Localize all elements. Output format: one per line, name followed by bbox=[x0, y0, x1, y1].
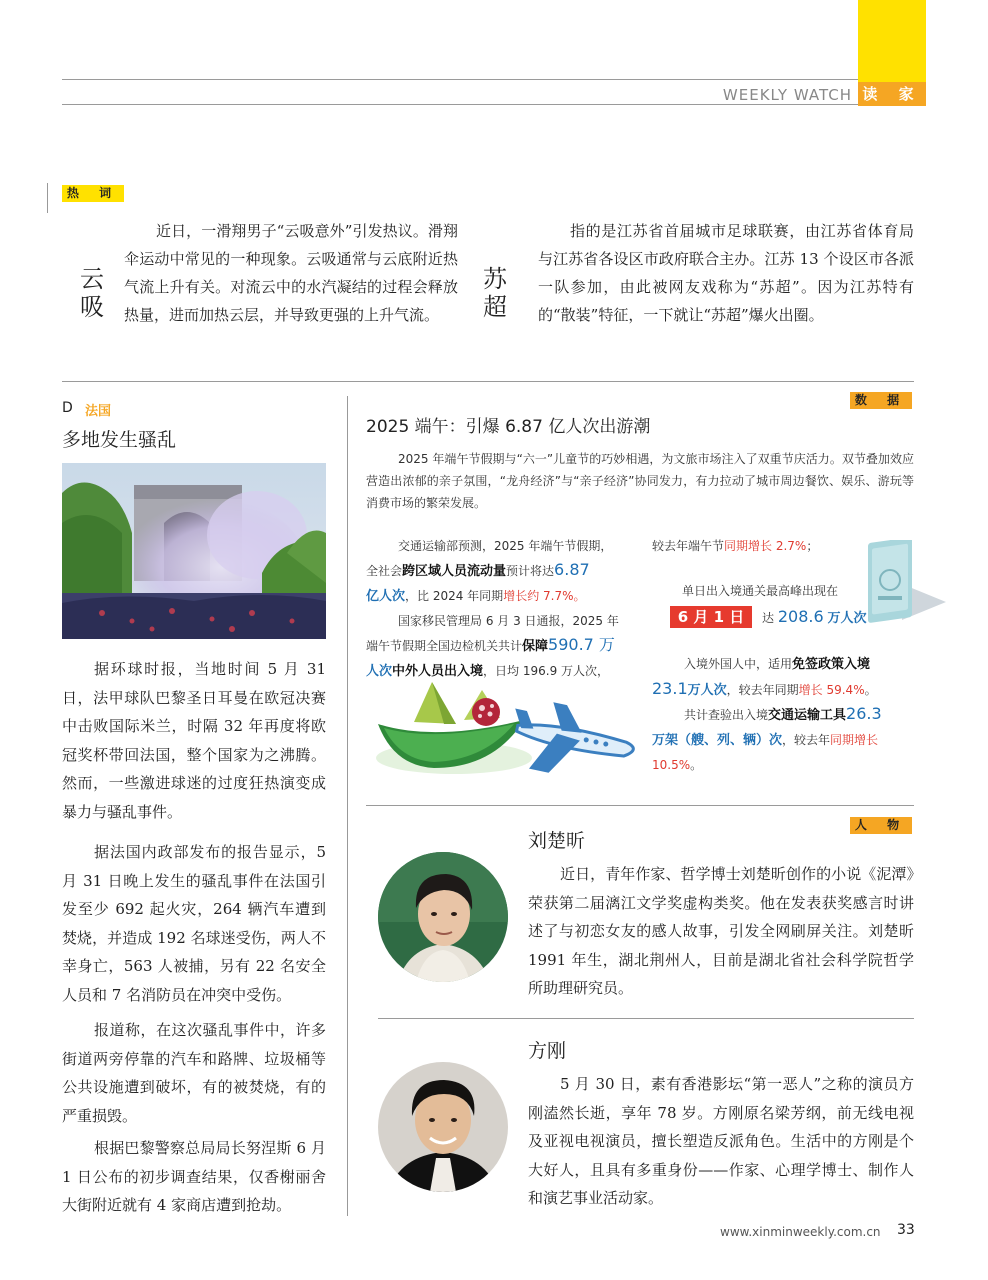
cross-region-pre: 全社会 bbox=[366, 564, 403, 578]
vehicles-number: 26.3 bbox=[846, 704, 882, 723]
vehicles-pre: 共计查验出入境 bbox=[684, 708, 769, 722]
visa-free-block bbox=[652, 652, 914, 703]
cross-region-mid: 预计将达 bbox=[506, 564, 555, 578]
footer-url[interactable]: www.xinminweekly.com.cn bbox=[720, 1225, 881, 1239]
page-number: 33 bbox=[897, 1222, 915, 1238]
visa-free-bold: 免签政策入境 bbox=[792, 657, 871, 672]
vehicles-block bbox=[652, 702, 914, 777]
header-rule-bottom bbox=[62, 104, 858, 105]
weekly-watch-label: WEEKLY WATCH bbox=[722, 86, 852, 104]
data-left-line4: 国家移民管理局 6 月 3 日通报，2025 年 bbox=[398, 614, 619, 628]
border-check-subject: 中外人员出入境 bbox=[392, 664, 484, 679]
column-divider bbox=[347, 396, 348, 1216]
passport-icon bbox=[862, 540, 946, 630]
people-tag: 人 物 bbox=[850, 817, 912, 834]
cross-region-compare: ，比 2024 年同期 bbox=[405, 589, 504, 603]
cross-region-number: 6.87 bbox=[554, 560, 590, 579]
france-paragraph-3: 报道称，在这次骚乱事件中，许多街道两旁停靠的汽车和路牌、垃圾桶等公共设施遭到破坏，有的被焚烧，有的严重损毁。 bbox=[62, 1021, 326, 1125]
border-yoy-end: ； bbox=[806, 539, 819, 553]
avatar-fang-gang bbox=[378, 1062, 508, 1192]
person-name-fang: 方刚 bbox=[528, 1040, 567, 1062]
header-yellow-bar bbox=[858, 0, 926, 82]
border-check-number: 590.7 万 bbox=[548, 635, 615, 654]
person-text-liu: 近日，青年作家、哲学博士刘楚昕创作的小说《泥潭》荣获第二届漓江文学奖虚构类奖。他在发表获奖感言时讲述了与初恋女友的感人故事，引发全网刷屏关注。刘楚昕 1991 年生，湖北荆州人，目前是湖北省社会科学院哲学所助理研究员。 bbox=[528, 865, 914, 997]
cross-region-growth: 增长约 7.7%。 bbox=[503, 589, 586, 603]
border-check-pre: 端午节假期全国边检机关共计 bbox=[366, 639, 523, 653]
zongzi-plane-illustration bbox=[374, 672, 650, 788]
vehicles-end: 。 bbox=[690, 758, 703, 772]
peak-date-badge: 6 月 1 日 bbox=[670, 606, 752, 628]
border-yoy-growth: 同期增长 2.7% bbox=[724, 539, 807, 553]
france-title: 多地发生骚乱 bbox=[62, 429, 177, 451]
france-photo bbox=[62, 463, 326, 639]
hotwords-divider bbox=[62, 381, 914, 382]
vehicles-growth-label: 同期增长 bbox=[830, 733, 879, 747]
visa-free-growth: 增长 59.4% bbox=[798, 683, 865, 697]
data-left-line1: 交通运输部预测，2025 年端午节假期， bbox=[398, 539, 613, 553]
section-badge: 读 家 bbox=[858, 82, 926, 106]
hotwords-tag: 热 词 bbox=[62, 185, 124, 202]
data-intro: 2025 年端午节假期与“六一”儿童节的巧妙相遇，为文旅市场注入了双重节庆活力。双节叠加效应营造出浓郁的亲子氛围，“龙舟经济”与“亲子经济”协同发力，有力拉动了城市周边餐饮、娱乐、游玩等消费市场的繁荣发展。 bbox=[366, 452, 914, 510]
vehicles-growth-value: 10.5% bbox=[652, 758, 691, 772]
arc-de-triomphe-photo bbox=[62, 463, 326, 639]
border-check-daily: ，日均 196.9 万人次， bbox=[483, 664, 610, 678]
hotword-left-rule bbox=[47, 183, 48, 213]
data-tag: 数 据 bbox=[850, 392, 912, 409]
border-yoy-pre: 较去年端午节 bbox=[652, 539, 725, 553]
hotword-term-yunxi: 云吸 bbox=[80, 265, 104, 321]
data-divider bbox=[366, 805, 914, 806]
cross-region-unit: 亿人次 bbox=[366, 589, 406, 604]
visa-free-line1 bbox=[652, 652, 914, 677]
vehicles-bold: 交通运输工具 bbox=[768, 708, 847, 723]
visa-free-number: 23.1 bbox=[652, 679, 688, 698]
visa-free-end: 。 bbox=[864, 683, 877, 697]
data-left-block bbox=[366, 534, 646, 684]
section-letter: D bbox=[62, 400, 73, 416]
visa-free-pre: 入境外国人中，适用 bbox=[684, 657, 793, 671]
france-paragraph-2: 据法国内政部发布的报告显示，5 月 31 日晚上发生的骚乱事件在法国引发至少 692 起火灾，264 辆汽车遭到焚烧，并造成 192 名球迷受伤，两人不幸身亡，563 人被捕，另有 22 名安全人员和 7 名消防员在冲突中受伤。 bbox=[62, 843, 326, 1004]
border-check-unit: 人次 bbox=[366, 664, 393, 679]
cross-region-bold: 跨区域人员流动量 bbox=[402, 564, 507, 579]
france-country-label: 法国 bbox=[85, 404, 112, 419]
vehicles-line2 bbox=[652, 728, 914, 753]
vehicles-line3 bbox=[652, 753, 914, 777]
data-right-line1 bbox=[652, 534, 818, 558]
peak-value-line bbox=[762, 606, 867, 630]
hotword-term-suchao: 苏超 bbox=[483, 265, 507, 321]
data-left-line3 bbox=[366, 584, 646, 609]
people-divider bbox=[378, 1018, 914, 1019]
peak-value-unit: 万人次 bbox=[827, 611, 867, 626]
data-left-line2 bbox=[366, 558, 646, 584]
peak-label: 单日出入境通关最高峰出现在 bbox=[682, 584, 839, 598]
visa-free-line2 bbox=[652, 677, 914, 703]
peak-value-number: 208.6 bbox=[777, 607, 824, 626]
vehicles-line1 bbox=[652, 702, 914, 728]
data-left-line5 bbox=[366, 633, 646, 659]
visa-free-compare: ，较去年同期 bbox=[726, 683, 799, 697]
visa-free-unit: 万人次 bbox=[687, 683, 727, 698]
avatar-liu-chuxin bbox=[378, 852, 508, 982]
person-name-liu: 刘楚昕 bbox=[528, 830, 586, 852]
france-paragraph-1: 据环球时报，当地时间 5 月 31 日，法甲球队巴黎圣日耳曼在欧冠决赛中击败国际米兰，时隔 32 年再度将欧冠奖杯带回法国，整个国家为之沸腾。然而，一些激进球迷的过度狂热演变成暴力与骚乱事件。 bbox=[62, 660, 326, 821]
hotword-text-yunxi: 近日，一滑翔男子“云吸意外”引发热议。滑翔伞运动中常见的一种现象。云吸通常与云底附近热气流上升有关。对流云中的水汽凝结的过程会释放热量，进而加热云层，并导致更强的上升气流。 bbox=[124, 222, 458, 324]
data-title: 2025 端午：引爆 6.87 亿人次出游潮 bbox=[366, 417, 651, 437]
vehicles-unit: 万架（艘、列、辆）次 bbox=[652, 733, 783, 748]
header-rule-top bbox=[62, 79, 858, 80]
peak-value-pre: 达 bbox=[762, 611, 775, 625]
border-check-bold: 保障 bbox=[522, 639, 549, 654]
vehicles-compare: ，较去年 bbox=[782, 733, 831, 747]
france-paragraph-4: 根据巴黎警察总局局长努涅斯 6 月 1 日公布的初步调查结果，仅香榭丽舍大街附近就有 4 家商店遭到抢劫。 bbox=[62, 1139, 326, 1214]
hotword-text-suchao: 指的是江苏省首届城市足球联赛，由江苏省体育局与江苏省各设区市政府联合主办。江苏 13 个设区市各派一队参加，由此被网友戏称为“苏超”。因为江苏特有的“散装”特征，一下就让“苏超”爆火出圈。 bbox=[538, 222, 914, 324]
person-text-fang: 5 月 30 日，素有香港影坛“第一恶人”之称的演员方刚溘然长逝，享年 78 岁。方刚原名梁芳纲，前无线电视及亚视电视演员，擅长塑造反派角色。生活中的方刚是个大好人，且具有多重身份——作家、心理学博士、制作人和演艺事业活动家。 bbox=[528, 1075, 914, 1207]
